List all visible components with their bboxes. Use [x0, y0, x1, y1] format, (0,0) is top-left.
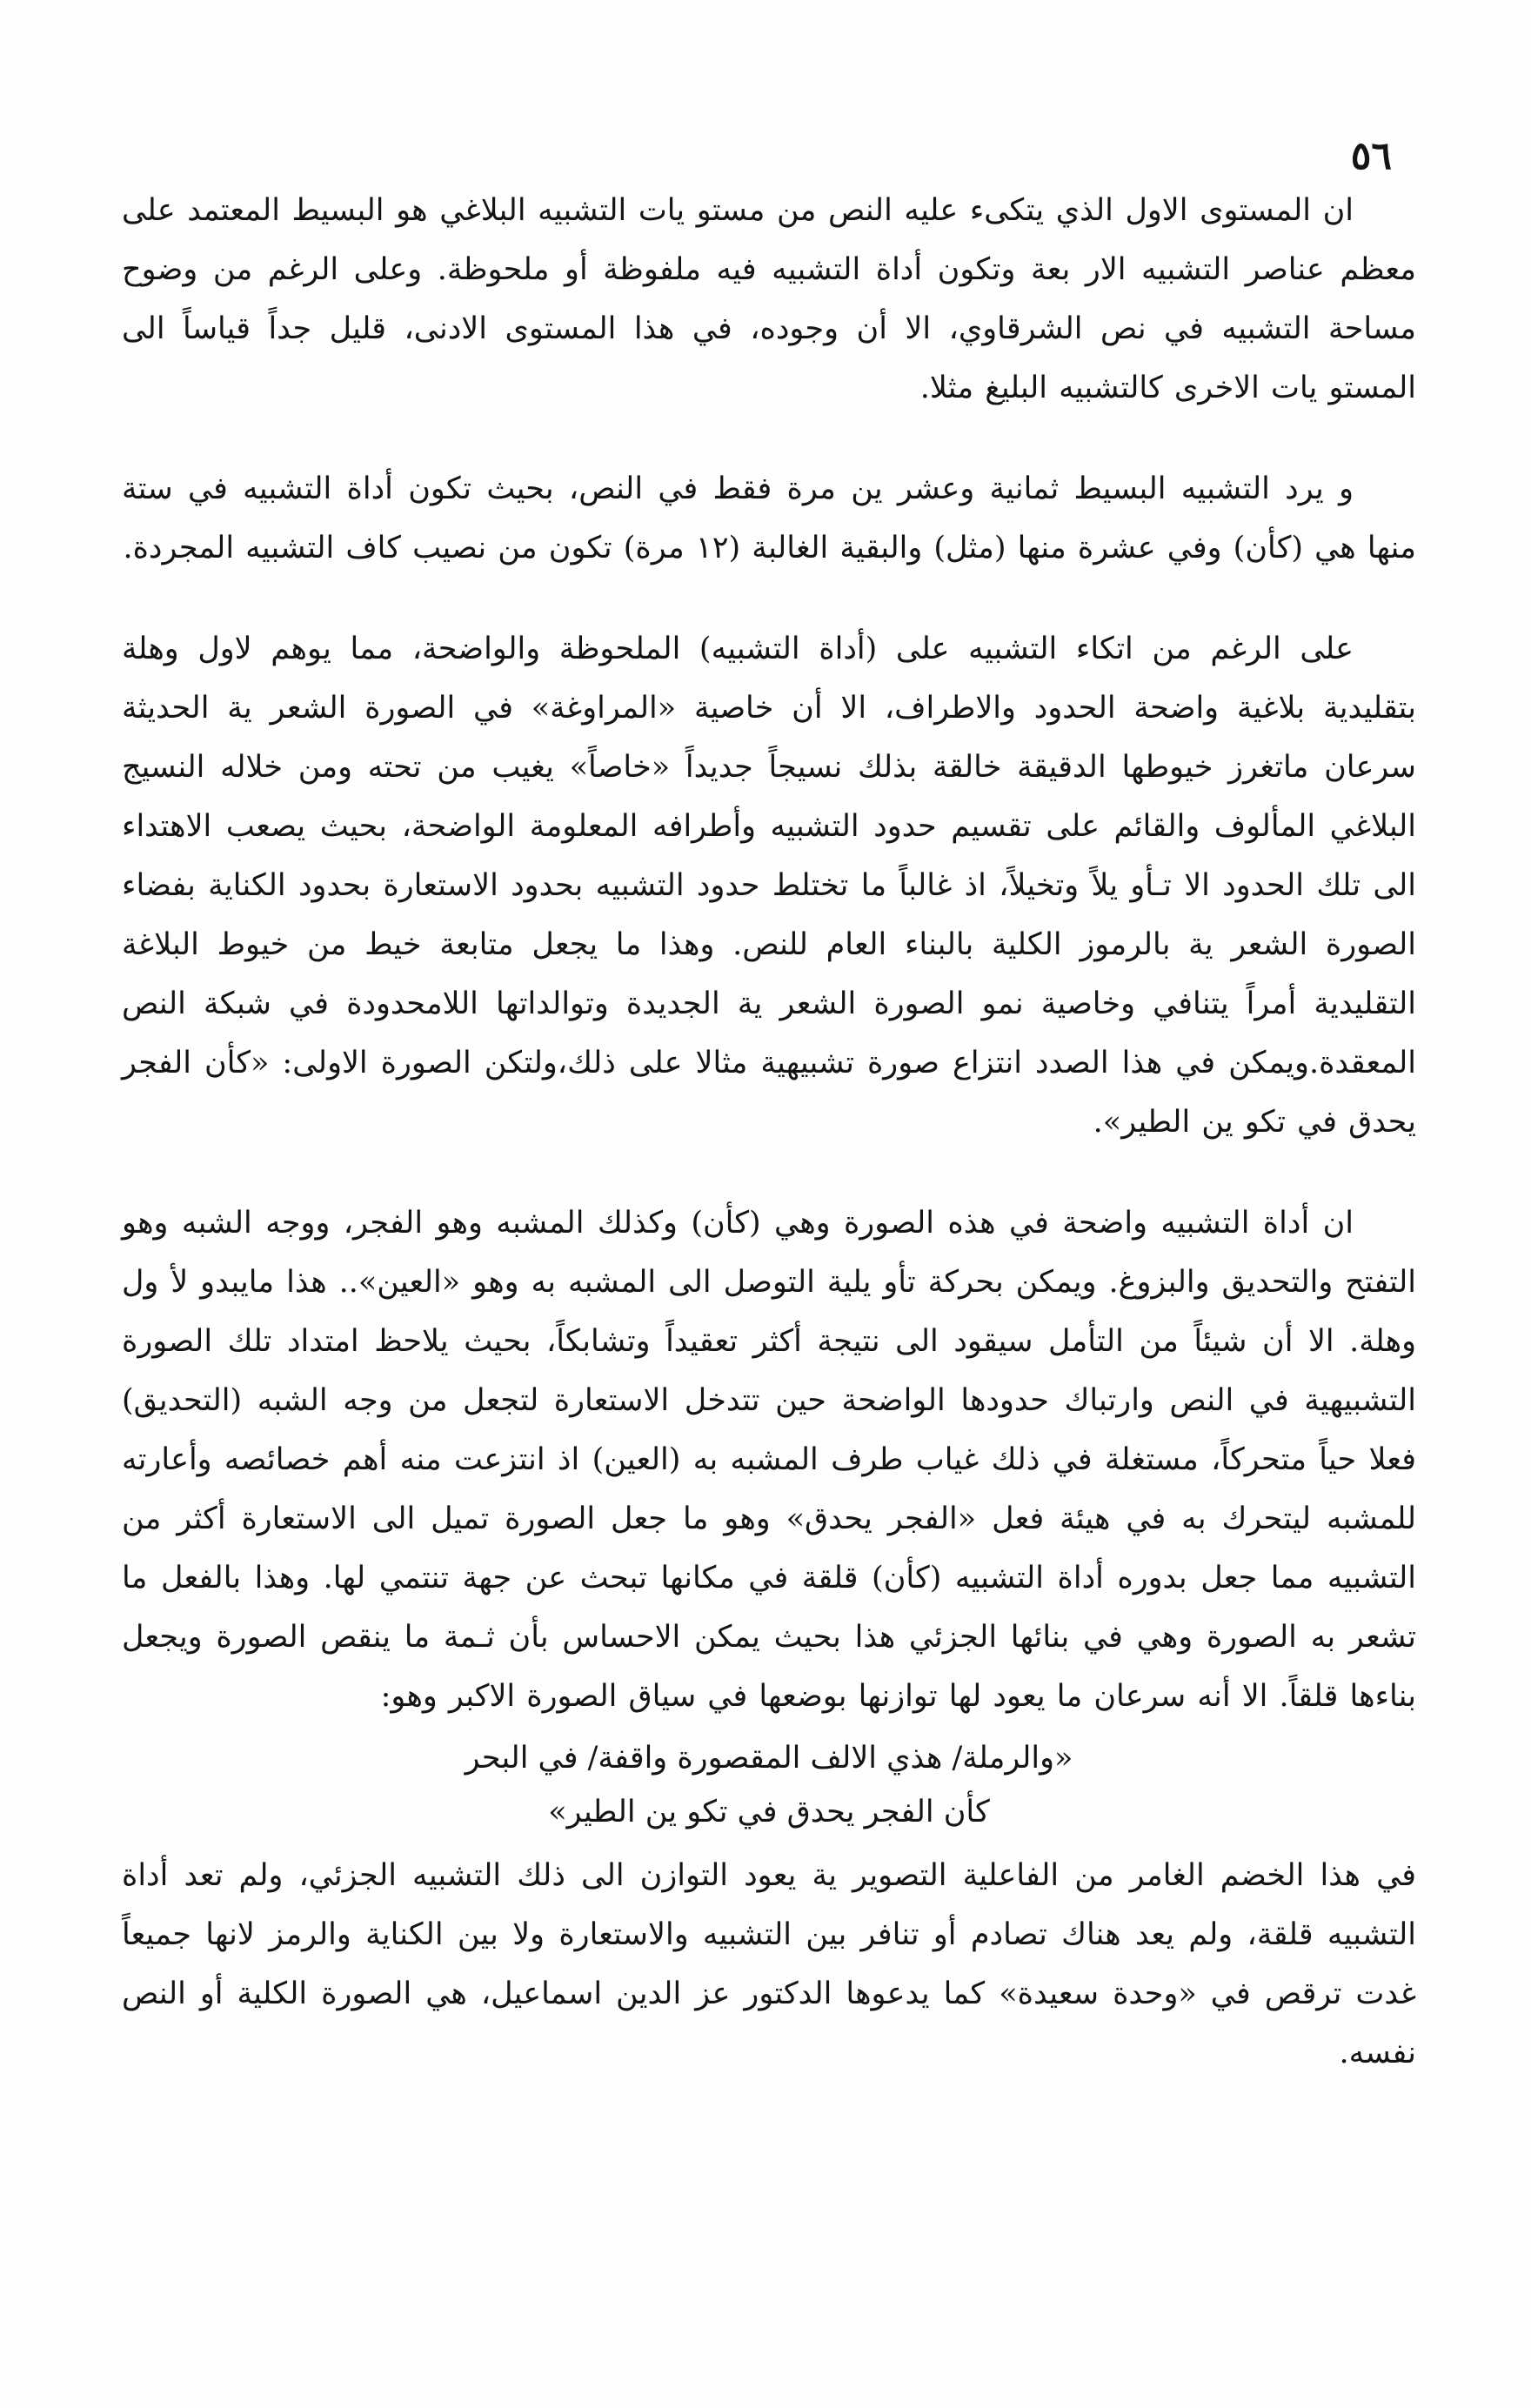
page-body: [122, 181, 1416, 2083]
poem-quote: [122, 1731, 1416, 1839]
paragraph-3: على الرغم من اتكاء التشبيه على (أداة التشبيه) الملحوظة والواضحة، مما يوهم لاول وهلة بتقليدية بلاغية واضحة الحدود والاطراف، الا أن خاصية «المراوغة» في الصورة الشعر ية الحديثة سرعان ماتغرز خيوطها الدقيقة خالقة بذلك نسيجاً جديداً «خاصاً» يغيب من تحته ومن خلاله النسيج البلاغي المألوف والقائم على تقسيم حدود التشبيه وأطرافه المعلومة الواضحة، بحيث يصعب الاهتداء الى تلك الحدود الا تـأو يلاً وتخيلاً، اذ غالباً ما تختلط حدود التشبيه بحدود الاستعارة بحدود الكناية بفضاء الصورة الشعر ية بالرموز الكلية بالبناء العام للنص. وهذا ما يجعل متابعة خيط من خيوط البلاغة التقليدية أمراً يتنافي وخاصية نمو الصورة الشعر ية الجديدة وتوالداتها اللامحدودة في شبكة النص المعقدة.ويمكن في هذا الصدد انتزاع صورة تشبيهية مثالا على ذلك،ولتكن الصورة الاولى: «كأن الفجر يحدق في تكو ين الطير».: [122, 632, 1416, 1140]
paragraph-4: ان أداة التشبيه واضحة في هذه الصورة وهي (كأن) وكذلك المشبه وهو الفجر، ووجه الشبه وهو التفتح والتحديق والبزوغ. ويمكن بحركة تأو يلية التوصل الى المشبه به وهو «العين».. هذا مايبدو لأ ول وهلة. الا أن شيئاً من التأمل سيقود الى نتيجة أكثر تعقيداً وتشابكاً، بحيث يلاحظ امتداد تلك الصورة التشبيهية في النص وارتباك حدودها الواضحة حين تتدخل الاستعارة لتجعل من وجه الشبه (التحديق) فعلا حياً متحركاً، مستغلة في ذلك غياب طرف المشبه به (العين) اذ انتزعت منه أهم خصائصه وأعارته للمشبه ليتحرك به في هيئة فعل «الفجر يحدق» وهو ما جعل الصورة تميل الى الاستعارة أكثر من التشبيه مما جعل بدوره أداة التشبيه (كأن) قلقة في مكانها تبحث عن جهة تنتمي لها. وهذا بالفعل ما تشعر به الصورة وهي في بنائها الجزئي هذا بحيث يمكن الاحساس بأن ثـمة ما ينقص الصورة ويجعل بناءها قلقاً. الا أنه سرعان ما يعود لها توازنها بوضعها في سياق الصورة الاكبر وهو:: [122, 1206, 1416, 1714]
paragraph-5: في هذا الخضم الغامر من الفاعلية التصوير ية يعود التوازن الى ذلك التشبيه الجزئي، ولم تعد أداة التشبيه قلقة، ولم يعد هناك تصادم أو تنافر بين التشبيه والاستعارة ولا بين الكناية والرمز لانها جميعاً غدت ترقص في «وحدة سعيدة» كما يدعوها الدكتور عز الدين اسماعيل، هي الصورة الكلية أو النص نفسه.: [122, 1858, 1416, 2070]
paragraph-1: ان المستوى الاول الذي يتكىء عليه النص من مستو يات التشبيه البلاغي هو البسيط المعتمد على معظم عناصر التشبيه الار بعة وتكون أداة التشبيه فيه ملفوظة أو ملحوظة. وعلى الرغم من وضوح مساحة التشبيه في نص الشرقاوي، الا أن وجوده، في هذا المستوى الادنى، قليل جداً قياساً الى المستو يات الاخرى كالتشبيه البليغ مثلا.: [122, 193, 1416, 405]
poem-quote-line-2: كأن الفجر يحدق في تكو ين الطير»: [548, 1795, 990, 1829]
poem-quote-line-1: «والرملة/ هذي الالف المقصورة واقفة/ في البحر: [465, 1741, 1073, 1776]
paragraph-2: و يرد التشبيه البسيط ثمانية وعشر ين مرة فقط في النص، بحيث تكون أداة التشبيه في ستة منها هي (كأن) وفي عشرة منها (مثل) والبقية الغالبة (١٢ مرة) تكون من نصيب كاف التشبيه المجردة.: [122, 472, 1416, 565]
page-number: ٥٦: [1350, 134, 1392, 178]
